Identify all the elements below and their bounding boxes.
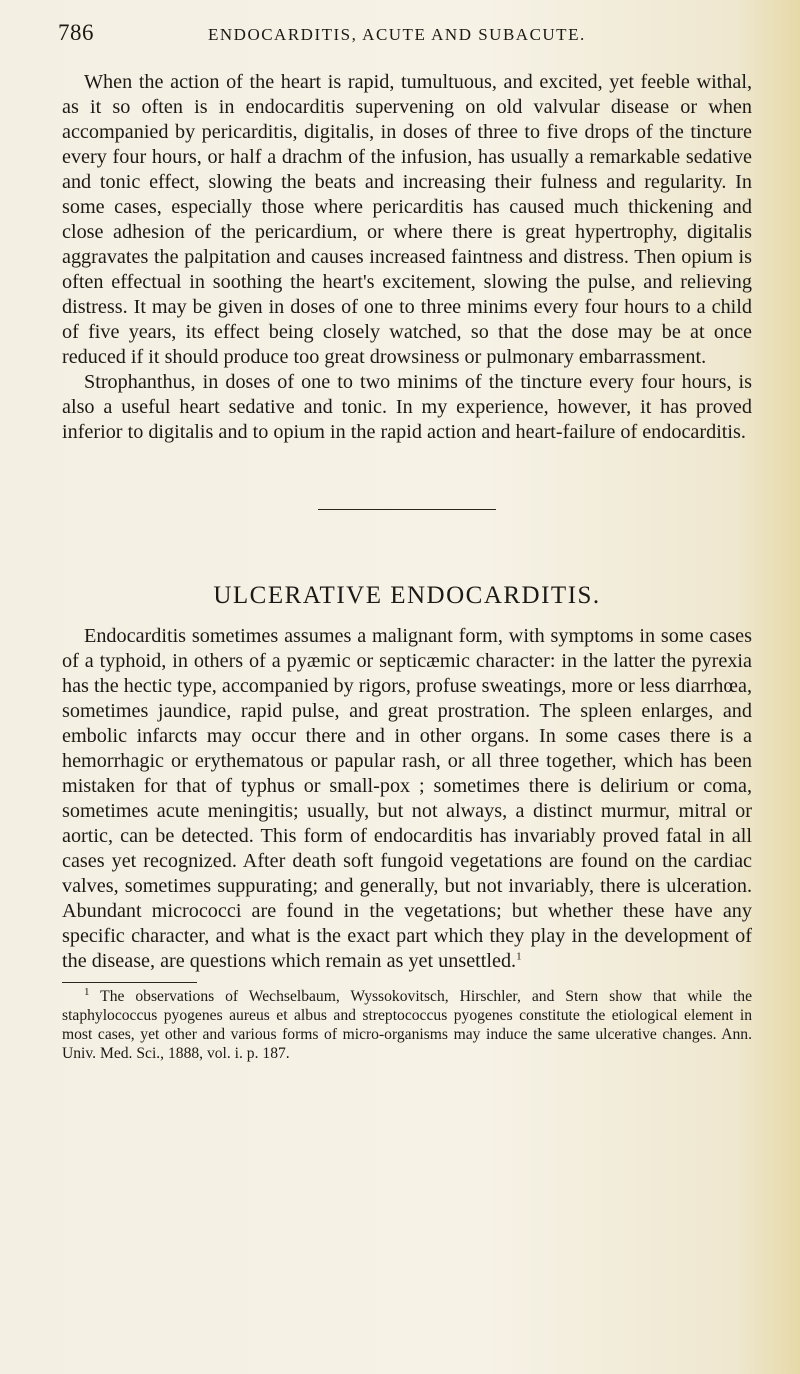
section-title: ULCERATIVE ENDOCARDITIS. [213,582,601,609]
footnote-text: The observations of Wechselbaum, Wyssokovitsch, Hirschler, and Stern show that while the staphylococcus pyogenes aureus et albus and streptococcus pyogenes constitute the etiological element in most cases, yet other and various forms of micro-organisms may induce the same ulcerative changes. Ann. Univ. Med. Sci., 1888, vol. i. p. 187. [62,988,752,1062]
footnote [62,987,752,1063]
paragraph-digitalis: When the action of the heart is rapid, tumultuous, and excited, yet feeble withal, as it so often is in endocarditis supervening on old valvular disease or when accompanied by pericarditis, digitalis, in doses of three to five drops of the tincture every four hours, or half a drachm of the infusion, has usually a remarkable sedative and tonic effect, slowing the beats and increasing their fulness and regularity. In some cases, especially those where pericarditis has caused much thickening and close adhesion of the pericardium, or where there is great hypertrophy, digitalis aggravates the palpitation and causes increased faintness and distress. Then opium is often effectual in soothing the heart's excitement, slowing the pulse, and relieving distress. It may be given in doses of one to three minims every four hours to a child of five years, its effect being closely watched, so that the dose may be at once reduced if it should produce too great drowsiness or pulmonary embarrassment. [62,71,752,368]
page-content [62,70,752,1063]
paragraph-strophanthus: Strophanthus, in doses of one to two minims of the tincture every four hours, is also a useful heart sedative and tonic. In my experience, however, it has proved inferior to digitalis and to opium in the rapid action and heart-failure of endocarditis. [62,371,752,443]
paragraph-ulcerative-text: Endocarditis sometimes assumes a malignant form, with symptoms in some cases of a typhoid, in others of a pyæmic or septicæmic character: in the latter the pyrexia has the hectic type, accompanied by rigors, profuse sweatings, more or less diarrhœa, sometimes jaundice, rapid pulse, and great prostration. The spleen enlarges, and embolic infarcts may occur there and in other organs. In some cases there is a hemorrhagic or erythematous or papular rash, or all three together, which has been mistaken for that of typhus or small-pox ; sometimes there is delirium or coma, sometimes acute meningitis; usually, but not always, a distinct murmur, mitral or aortic, can be detected. This form of endocarditis has invariably proved fatal in all cases yet recognized. After death soft fungoid vegetations are found on the cardiac valves, sometimes suppurating; and generally, but not invariably, there is ulceration. Abundant micrococci are found in the vegetations; but whether these have any specific character, and what is the exact part which they play in the development of the disease, are questions which remain as yet unsettled. [62,625,752,972]
section-divider [318,509,496,510]
page-header [58,20,760,48]
page-number: 786 [58,20,94,45]
paragraph-ulcerative [62,624,752,974]
footnote-marker: 1 [84,985,90,998]
footnote-divider [62,982,197,983]
footnote-reference: 1 [516,950,522,963]
running-head: ENDOCARDITIS, ACUTE AND SUBACUTE. [208,25,586,44]
